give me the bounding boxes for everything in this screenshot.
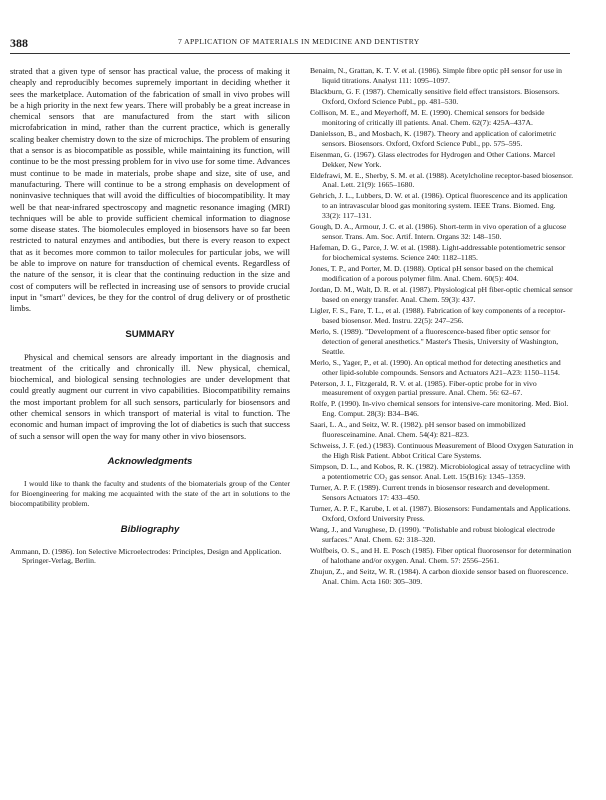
reference-entry: Turner, A. P. F. (1989). Current trends in biosensor research and development. Sensors Actuators 17: 433–450. — [310, 483, 550, 502]
reference-entry: Merlo, S. (1989). "Development of a fluorescence-based fiber optic sensor for detection of general anesthetics." Master's Thesis, University of Washington, Seattle. — [310, 326, 559, 356]
reference-entry: Wolfbeis, O. S., and H. E. Posch (1985). Fiber optical fluorosensor for determination of halothane and/or oxygen. Anal. Chem. 57: 2556–2561. — [310, 545, 572, 565]
right-column — [310, 66, 574, 588]
header-rule — [10, 53, 570, 54]
reference-entry: Jones, T. P., and Porter, M. D. (1988). Optical pH sensor based on the chemical modification of a porous polymer film. Anal. Chem. 60(5): 404. — [310, 264, 554, 283]
reference-entry: Saari, L. A., and Seitz, W. R. (1982). pH sensor based on immobilized fluoresceinamine. Anal. Chem. 54(4): 821–823. — [310, 420, 526, 440]
intro-paragraph: strated that a given type of sensor has practical value, the process of making it cheaply and reproducibly becomes supremely important in deciding whether it sees the marketplace. Automation of the fabrication of small in vivo probes will be a high priority in the next few years. There will probably be a great increase in chemical sensors that are manufactured from the start with silicon microfabrication in mind, rather than the current practice, which is generally scaling beaker chemistry down to the size of microchips. The problem of ensuring that a sensor is as biocompatible as possible, while maintaining its function, will continue to be the most pressing problem for in vivo use for some time. Advances must continue to be made in materials, probe shape and size, site of use, and manufacturing. There will continue to be a strong emphasis on development of noninvasive techniques that will avoid the difficulties of biocompatibility. It may well be that near-infrared spectroscopy and magnetic resonance imaging (MRI) techniques will be able to provide sufficient chemical information to diagnose some disease states. The biomolecules employed in biosensors have so far been restricted to natural enzymes and antibodies, but there is every reason to expect that as it becomes more common to tailor molecules for particular jobs, we will be able to improve on nature for transduction of chemical events. Regardless of the nature of the sensor, it is clear that the continuing reduction in the size and cost of computers will be reflected in increasing use of sensors to provide crucial input in "smart" devices, be they for the control of drug delivery or of prosthetic limbs. — [10, 66, 290, 314]
running-head: 7 APPLICATION OF MATERIALS IN MEDICINE AND DENTISTRY — [178, 37, 420, 46]
reference-entry: Collison, M. E., and Meyerhoff, M. E. (1990). Chemical sensors for bedside monitoring of critically ill patients. Anal. Chem. 62(7): 425A–437A. — [310, 107, 545, 127]
reference-entry: Eldefrawi, M. E., Sherby, S. M. et al. (1988). Acetylcholine receptor-based biosensor. Anal. Lett. 21(9): 1665–1680. — [310, 170, 574, 190]
reference-entry: Merlo, S., Yager, P., et al. (1990). An optical method for detecting anesthetics and other lipid-soluble compounds. Sensors and Actuators A21–A23: 1150–1154. — [310, 357, 561, 377]
bibliography-left-list — [10, 547, 290, 567]
reference-entry: Peterson, J. I., Fitzgerald, R. V. et al. (1985). Fiber-optic probe for in vivo measurement of oxygen partial pressure. Anal. Chem. 56: 62–67. — [310, 378, 537, 398]
acknowledgments-heading: Acknowledgments — [107, 455, 193, 467]
reference-entry: Ligler, F. S., Fare, T. L., et al. (1988). Fabrication of key components of a receptor-based biosensor. Med. Instru. 22(5): 247–256. — [310, 305, 566, 325]
reference-entry: Eisenman, G. (1967). Glass electrodes for Hydrogen and Other Cations. Marcel Dekker, New York. — [310, 149, 556, 169]
reference-entry: Ammann, D. (1986). Ion Selective Microelectrodes: Principles, Design and Application. Springer-Verlag, Berlin. — [10, 546, 282, 566]
reference-entry: Gough, D. A., Armour, J. C. et al. (1986). Short-term in vivo operation of a glucose sensor. Trans. Am. Soc. Artif. Intern. Organs 32: 148–150. — [310, 222, 567, 242]
summary-paragraph: Physical and chemical sensors are already important in the diagnosis and treatment of the critically and chronically ill. New physical, chemical, biochemical, and biological sensing technologies are under development that could greatly augment our current in vivo capabilities. Biocompatibility remains the most important problem for all such sensors, particularly for biosensors and other chemical sensors in which transport of material is vital to function. The economic and human impact of improving the lot of diabetics is such that success of such a sensor will open the way for many other in vivo biosensors. — [10, 351, 290, 441]
page-number: 388 — [10, 36, 28, 50]
reference-entry: Gehrich, J. L., Lubbers, D. W. et al. (1986). Optical fluorescence and its application to an intravascular blood gas monitoring system. IEEE Trans. Biomed. Eng. 33(2): 117–131. — [310, 191, 568, 221]
bibliography-right-list — [310, 66, 574, 586]
reference-entry: Blackburn, G. F. (1987). Chemically sensitive field effect transistors. Biosensors. Oxford, Oxford Science Publ., pp. 481–530. — [310, 86, 560, 106]
reference-entry: Schweiss, J. F. (ed.) (1983). Continuous Measurement of Blood Oxygen Saturation in the High Risk Patient. Abbot Critical Care Systems. — [310, 441, 574, 461]
reference-entry: Danielsson, B., and Mosbach, K. (1987). Theory and application of calorimetric sensors. Biosensors. Oxford, Oxford Science Publ., pp. 575–595. — [310, 128, 557, 148]
reference-entry: Zhujun, Z., and Seitz, W. R. (1984). A carbon dioxide sensor based on fluorescence. Anal. Chim. Acta 160: 305–309. — [310, 566, 569, 586]
reference-entry: Hafeman, D. G., Parce, J. W. et al. (1988). Light-addressable potentiometric sensor for biochemical systems. Science 240: 1182–1185. — [310, 243, 566, 263]
page-header — [10, 36, 570, 50]
reference-entry: Jordan, D. M., Walt, D. R. et al. (1987). Physiological pH fiber-optic chemical sensor based on energy transfer. Anal. Chem. 59(3): 437. — [310, 284, 573, 304]
bibliography-heading: Bibliography — [120, 523, 180, 535]
reference-entry: Simpson, D. L., and Kobos, R. K. (1982). Microbiological assay of tetracycline with a potentiometric CO₂ gas sensor. Anal. Lett. 15(B16): 1345–1359. — [310, 462, 571, 482]
reference-entry: Wang, J., and Varughese, D. (1990). "Polishable and robust biological electrode surfaces." Anal. Chem. 62: 318–320. — [310, 524, 555, 544]
reference-entry: Rolfe, P. (1990). In-vivo chemical sensors for intensive-care monitoring. Med. Biol. Eng. Comput. 28(3): B34–B46. — [310, 399, 569, 419]
summary-heading: SUMMARY — [125, 328, 175, 340]
left-column — [10, 66, 290, 567]
reference-entry: Benaim, N., Grattan, K. T. V. et al. (1986). Simple fibre optic pH sensor for use in liquid titrations. Analyst 111: 1095–1097. — [310, 66, 563, 85]
reference-entry: Turner, A. P. F., Karube, I. et al. (1987). Biosensors: Fundamentals and Applications. Oxford, Oxford University Press. — [310, 503, 571, 523]
acknowledgments-paragraph: I would like to thank the faculty and students of the biomaterials group of the Center for Bioengineering for making me acquainted with the state of the art in solutions to the biocompatibility problem. — [10, 478, 290, 509]
